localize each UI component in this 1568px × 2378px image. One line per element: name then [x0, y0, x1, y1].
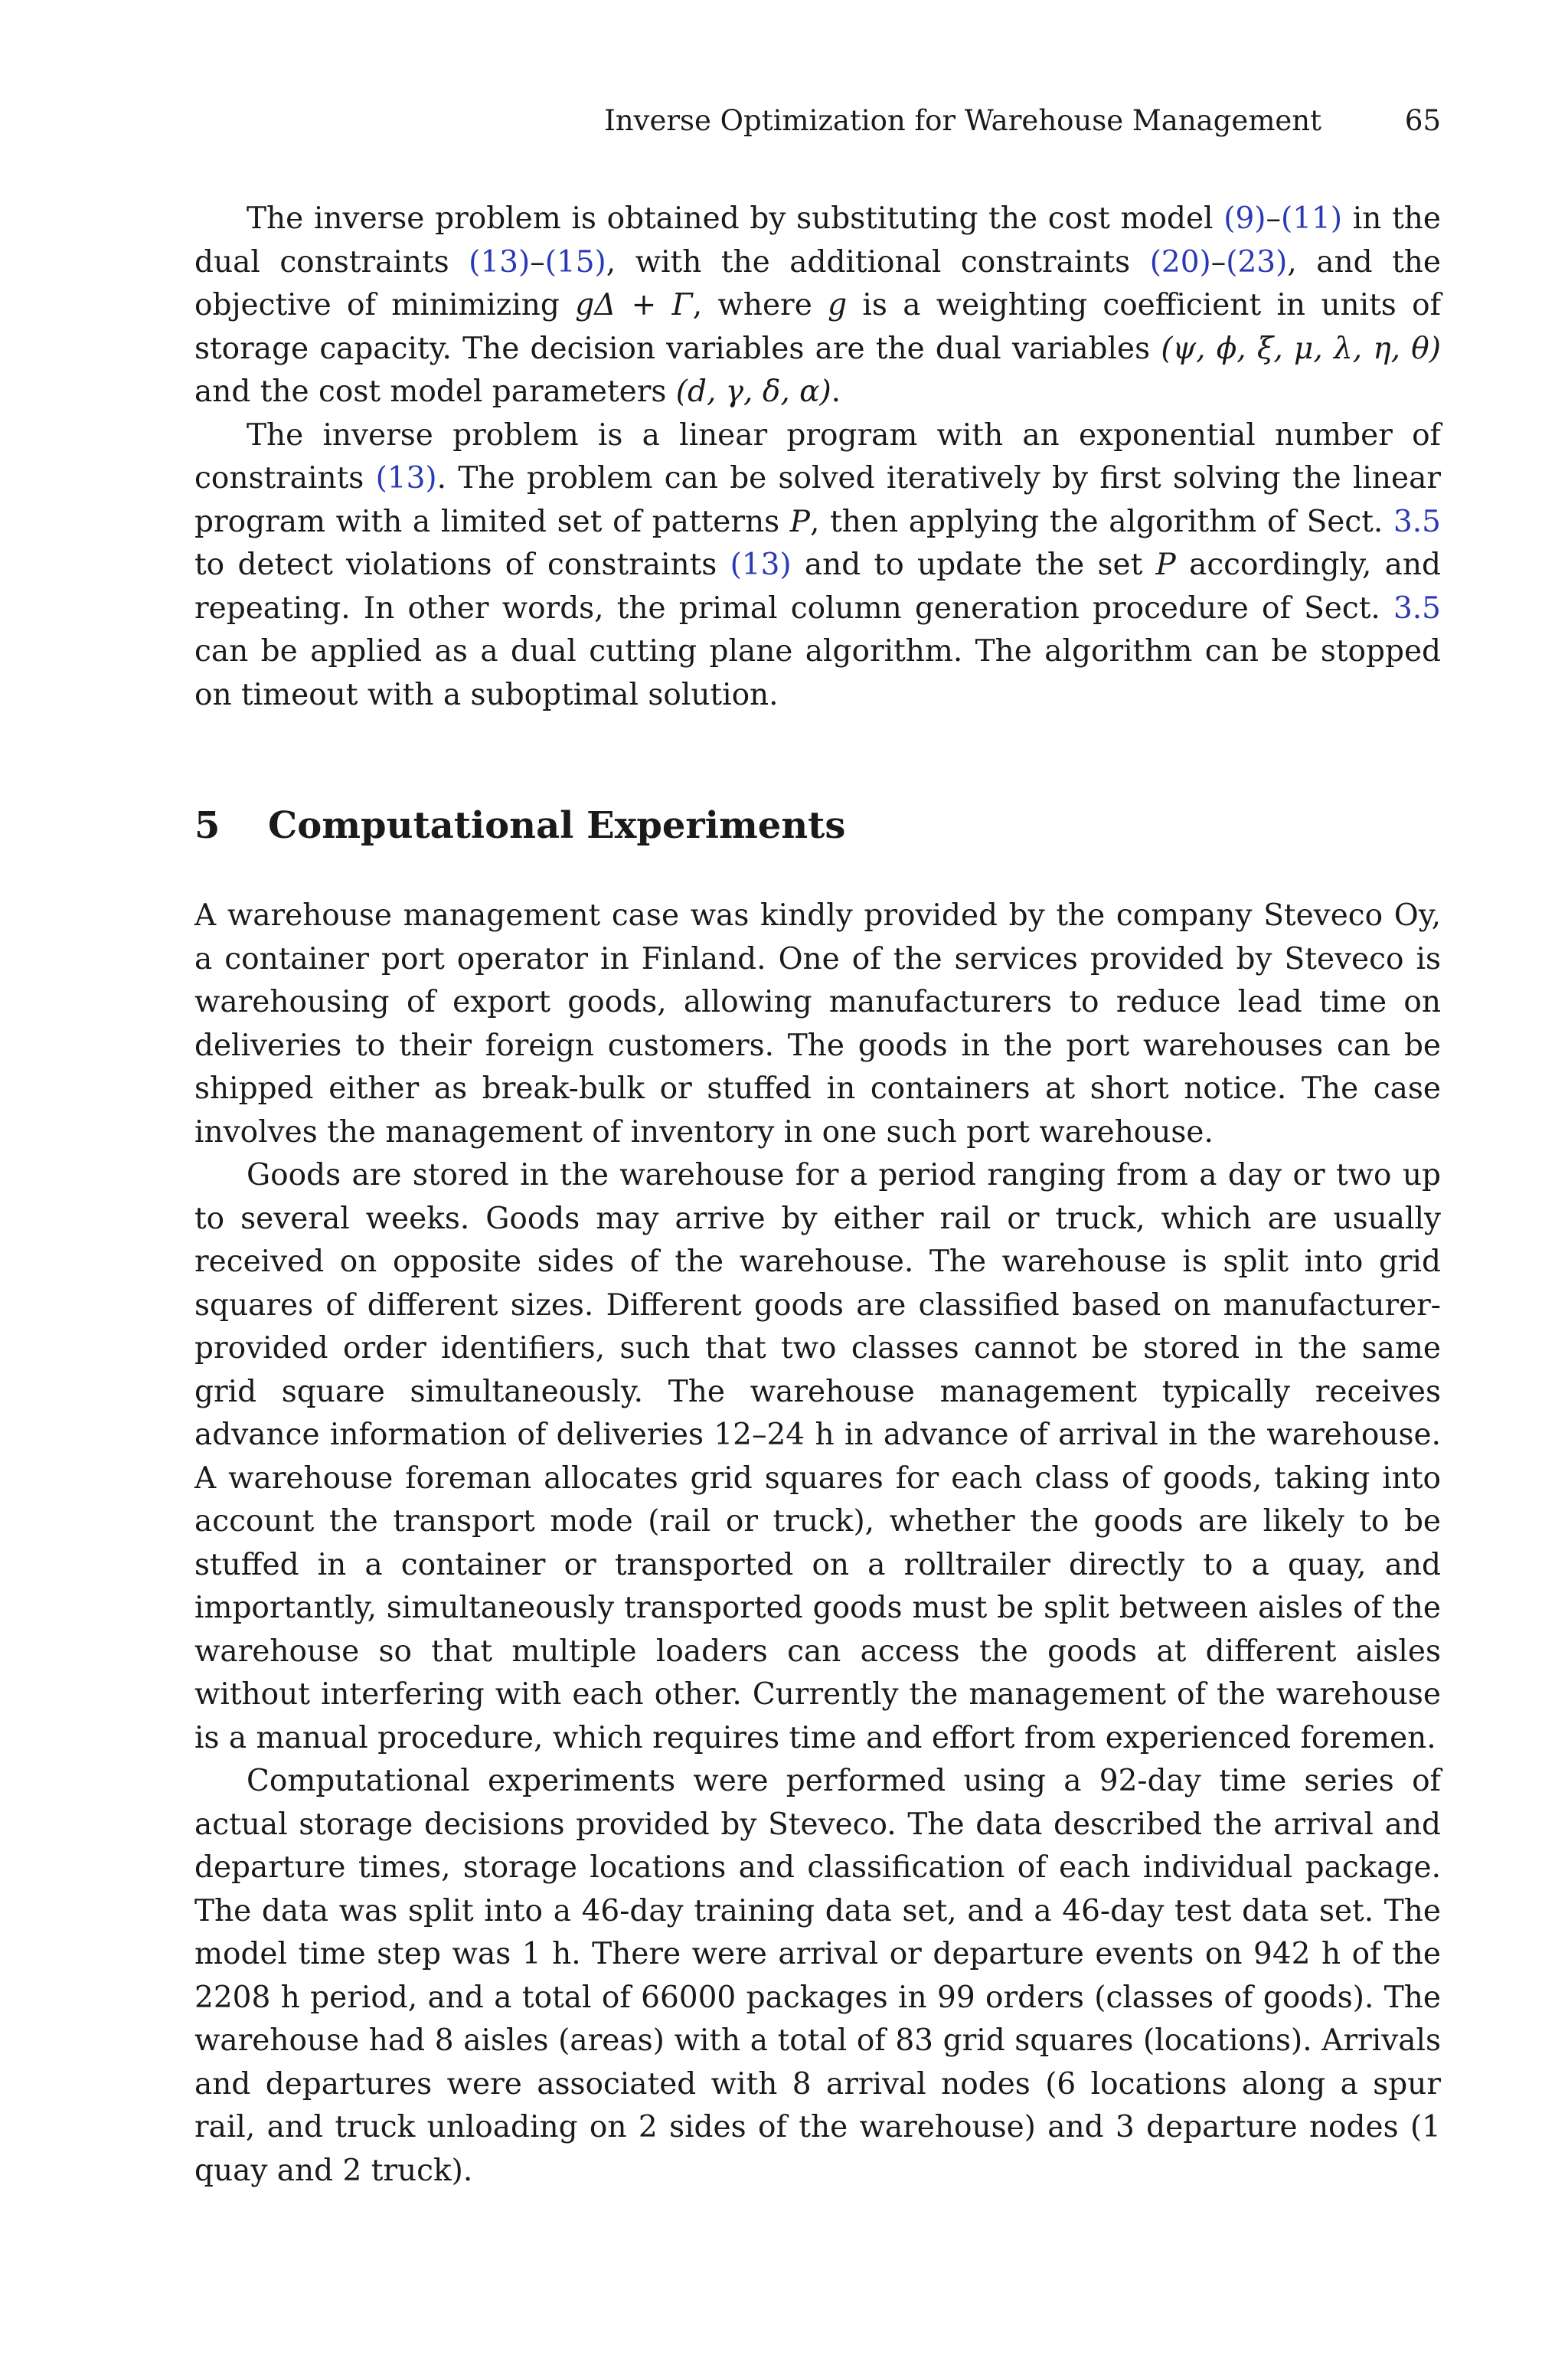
equation-ref-23[interactable]: (23) — [1226, 244, 1288, 280]
paragraph-goods-storage: Goods are stored in the warehouse for a period ranging from a day or two up to several weeks. Goods may arrive by either rail or truck, which are usually received on opposite sides of the warehouse. The warehouse is split into grid squares of different sizes. Different goods are classified based on manufacturer-provided order identifiers, such that two classes cannot be stored in the same grid square simultaneously. The warehouse management typically receives advance information of deliveries 12–24 h in advance of arrival in the warehouse. A warehouse foreman allocates grid squares for each class of goods, taking into account the transport mode (rail or truck), whether the goods are likely to be stuffed in a container or transported on a rolltrailer directly to a quay, and importantly, simultaneously transported goods must be split between aisles of the warehouse so that multiple loaders can access the goods at different aisles without interfering with each other. Currently the management of the warehouse is a manual procedure, which requires time and effort from experienced foremen. — [194, 1158, 1441, 1755]
page-number: 65 — [1404, 104, 1441, 137]
math-cost-parameters: (d, γ, δ, α) — [675, 375, 831, 409]
equation-ref-9[interactable]: (9) — [1223, 201, 1266, 236]
section-ref-3-5[interactable]: 3.5 — [1393, 504, 1441, 539]
running-title: Inverse Optimization for Warehouse Management — [604, 104, 1321, 137]
math-p: P — [789, 504, 811, 539]
equation-ref-20[interactable]: (20) — [1149, 244, 1211, 280]
equation-ref-11[interactable]: (11) — [1280, 201, 1343, 236]
math-dual-variables: (ψ, ϕ, ξ, μ, λ, η, θ) — [1161, 331, 1441, 366]
equation-ref-13[interactable]: (13) — [469, 244, 531, 280]
math-g: g — [828, 288, 848, 322]
paragraph-linear-program: The inverse problem is a linear program with an exponential number of constraints (13). The problem can be solved iteratively by first solving the linear program with a limited set of patterns P, then applying the algorithm of Sect. 3.5 to detect violations of constraints (13) and to update the set P accordingly, and repeating. In other words, the primal column generation procedure of Sect. 3.5 can be applied as a dual cutting plane algorithm. The algorithm can be stopped on timeout with a suboptimal solution. — [194, 417, 1441, 712]
equation-ref-15[interactable]: (15) — [544, 244, 606, 280]
equation-ref-13[interactable]: (13) — [375, 461, 437, 496]
section-ref-3-5[interactable]: 3.5 — [1393, 590, 1441, 626]
math-p: P — [1155, 548, 1176, 582]
section-number: 5 — [194, 804, 220, 847]
equation-ref-13[interactable]: (13) — [730, 548, 792, 582]
running-head — [194, 98, 1441, 144]
section-heading — [194, 803, 1441, 849]
paragraph-experiments: Computational experiments were performed using a 92-day time series of actual storage decisions provided by Steveco. The data described the arrival and departure times, storage locations and classification of each individual package. The data was split into a 46-day training data set, and a 46-day test data set. The model time step was 1 h. There were arrival or departure events on 942 h of the 2208 h period, and a total of 66000 packages in 99 orders (classes of goods). The warehouse had 8 aisles (areas) with a total of 83 grid squares (locations). Arrivals and departures were associated with 8 arrival nodes (6 locations along a spur rail, and truck unloading on 2 sides of the warehouse) and 3 departure nodes (1 quay and 2 truck). — [194, 1764, 1441, 2188]
paragraph-warehouse-case: A warehouse management case was kindly provided by the company Steveco Oy, a container port operator in Finland. One of the services provided by Steveco is warehousing of export goods, allowing manufacturers to reduce lead time on deliveries to their foreign customers. The goods in the port warehouses can be shipped either as break-bulk or stuffed in containers at short notice. The case involves the management of inventory in one such port warehouse. — [194, 898, 1441, 1150]
math-objective: gΔ + Γ — [575, 288, 693, 322]
paragraph-inverse-problem: The inverse problem is obtained by substituting the cost model (9)–(11) in the dual constraints (13)–(15), with the additional constraints (20)–(23), and the objective of minimizing gΔ + Γ, where g is a weighting coefficient in units of storage capacity. The decision variables are the dual variables (ψ, ϕ, ξ, μ, λ, η, θ) and the cost model parameters (d, γ, δ, α). — [194, 201, 1442, 409]
page — [194, 98, 1441, 2193]
body-text — [194, 198, 1441, 2193]
section-title: Computational Experiments — [268, 804, 846, 847]
